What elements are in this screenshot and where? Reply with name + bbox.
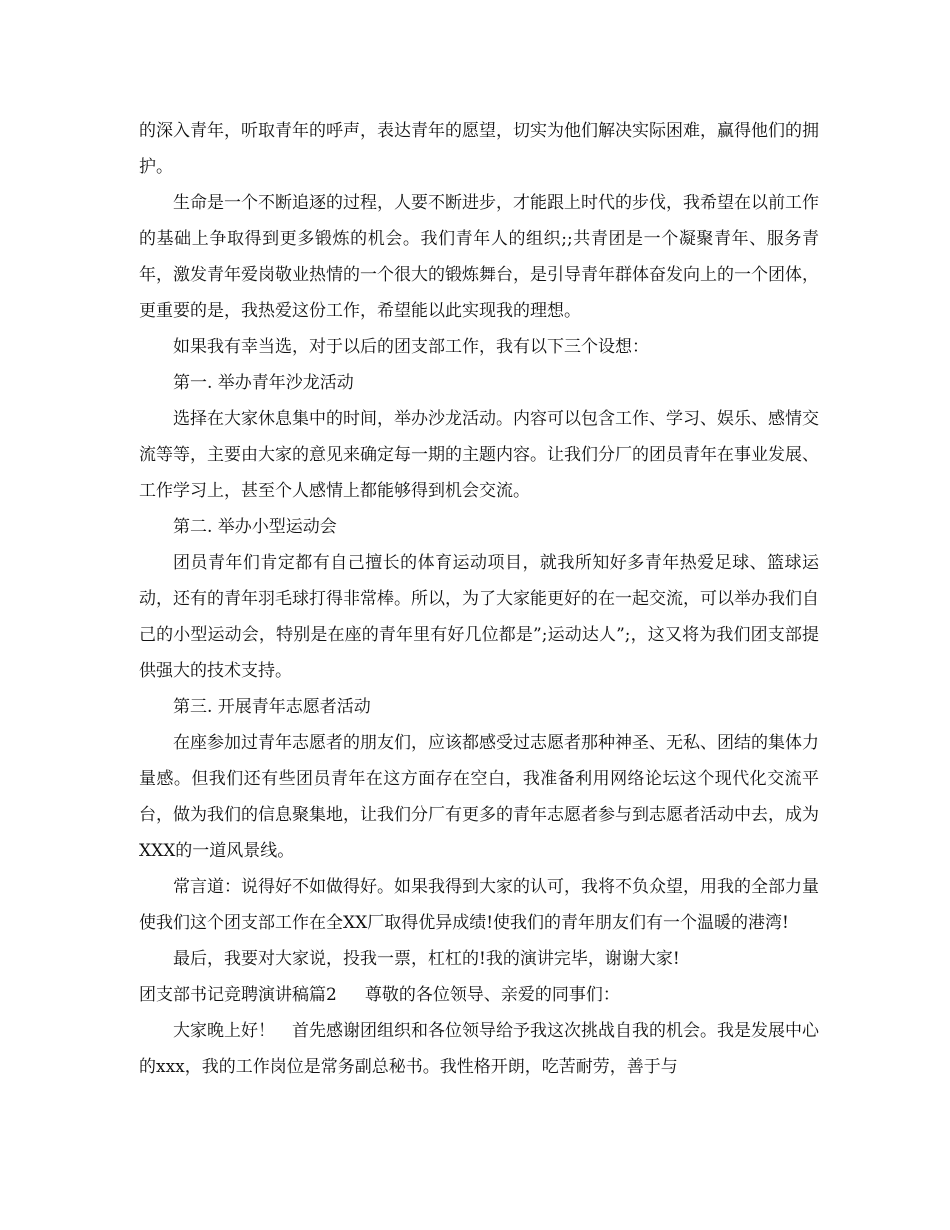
paragraph-volunteer: 在座参加过青年志愿者的朋友们，应该都感受过志愿者那种神圣、无私、团结的集体力量感。但我们还有些团员青年在这方面存在空白，我准备利用网络论坛这个现代化交流平台，做为我们的信息聚集地，让我们分厂有更多的青年志愿者参与到志愿者活动中去，成为XXX的一道风景线。 <box>139 733 819 861</box>
paragraph-continuation: 的深入青年，听取青年的呼声，表达青年的愿望，切实为他们解决实际困难，赢得他们的拥护。 <box>139 121 819 177</box>
heading-third-plan: 第三. 开展青年志愿者活动 <box>173 697 371 717</box>
paragraph-saying: 常言道：说得好不如做得好。如果我得到大家的认可，我将不负众望，用我的全部力量使我们这个团支部工作在全XX厂取得优异成绩!使我们的青年朋友们有一个温暖的港湾! <box>139 877 819 933</box>
heading-first-plan: 第一. 举办青年沙龙活动 <box>173 373 354 393</box>
paragraph-salon: 选择在大家休息集中的时间，举办沙龙活动。内容可以包含工作、学习、娱乐、感情交流等等，主要由大家的意见来确定每一期的主题内容。让我们分厂的团员青年在事业发展、工作学习上，甚至个人感情上都能够得到机会交流。 <box>139 409 819 501</box>
paragraph-finally: 最后，我要对大家说，投我一票，杠杠的!我的演讲完毕，谢谢大家! <box>173 949 680 969</box>
paragraph-sports: 团员青年们肯定都有自己擅长的体育运动项目，就我所知好多青年热爱足球、篮球运动，还有的青年羽毛球打得非常棒。所以，为了大家能更好的在一起交流，可以举办我们自己的小型运动会，特别是在座的青年里有好几位都是”;运动达人”;，这又将为我们团支部提供强大的技术支持。 <box>139 553 819 681</box>
salutation: 尊敬的各位领导、亲爱的同事们： <box>364 985 620 1005</box>
paragraph-greeting: 大家晚上好！ 首先感谢团组织和各位领导给予我这次挑战自我的机会。我是发展中心的xxx，我的工作岗位是常务副总秘书。我性格开朗，吃苦耐劳，善于与 <box>139 1021 819 1077</box>
section-title-line <box>139 977 819 1013</box>
paragraph-life-progress: 生命是一个不断追逐的过程，人要不断进步，才能跟上时代的步伐，我希望在以前工作的基础上争取得到更多锻炼的机会。我们青年人的组织;;共青团是一个凝聚青年、服务青年，激发青年爱岗敬业热情的一个很大的锻炼舞台，是引导青年群体奋发向上的一个团体，更重要的是，我热爱这份工作，希望能以此实现我的理想。 <box>139 193 819 321</box>
section-title: 团支部书记竞聘演讲稿篇2 <box>139 985 337 1005</box>
paragraph-if-elected: 如果我有幸当选，对于以后的团支部工作，我有以下三个设想： <box>173 337 649 357</box>
heading-second-plan: 第二. 举办小型运动会 <box>173 517 337 537</box>
document-body <box>139 113 819 1085</box>
